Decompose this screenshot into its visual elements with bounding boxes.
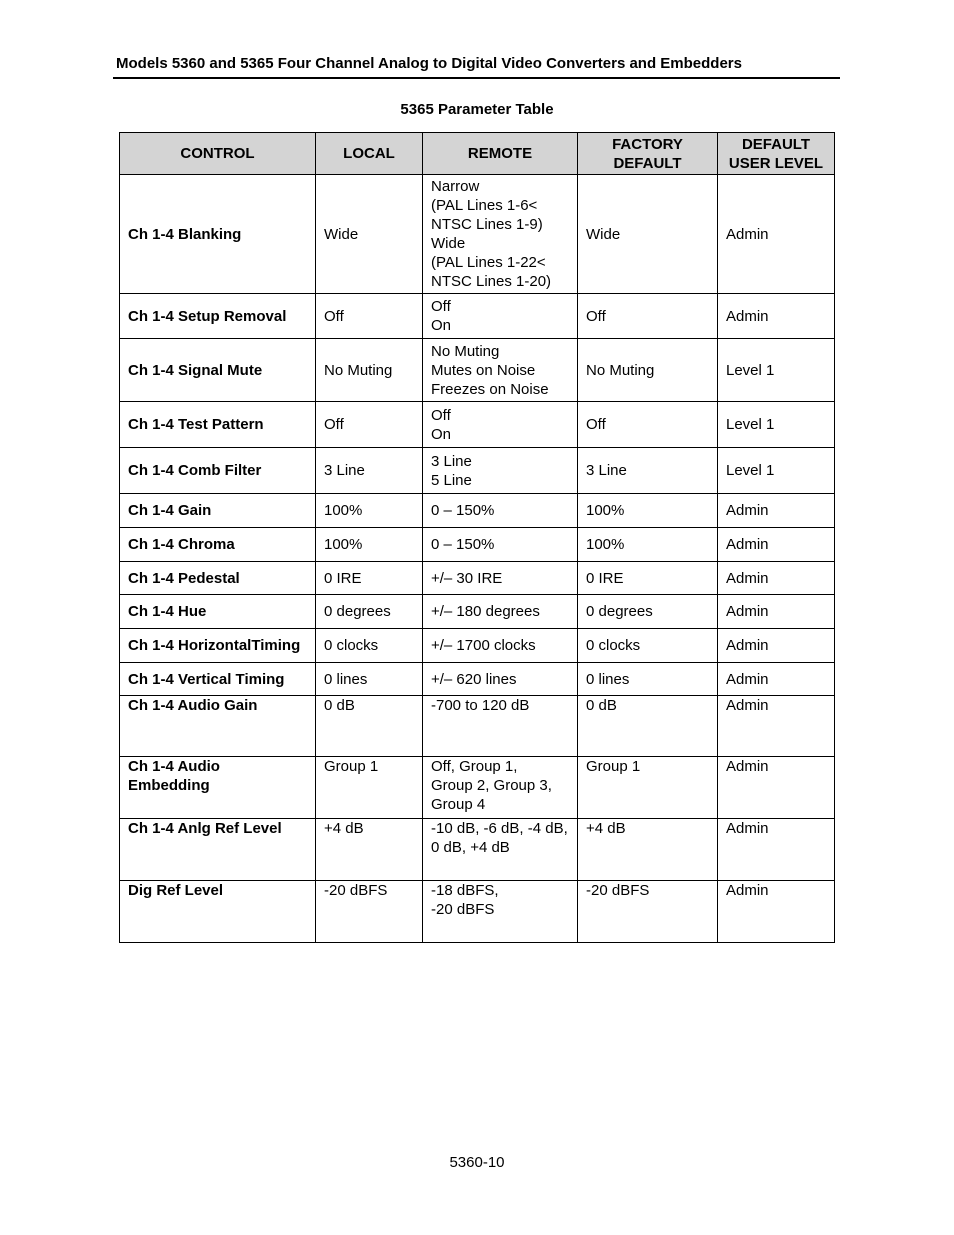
cell-text-line: 0 lines — [586, 670, 630, 688]
table-title: 5365 Parameter Table — [400, 101, 554, 118]
cell-text-line: Ch 1-4 Comb Filter — [128, 462, 262, 479]
column-header-control — [120, 133, 316, 175]
control-cell — [120, 595, 316, 629]
cell-text-line: Admin — [726, 603, 769, 620]
cell-text-line: 3 Line — [586, 462, 627, 479]
local-cell — [316, 595, 423, 629]
header-text-line: LOCAL — [343, 145, 395, 162]
cell-text-line: Ch 1-4 Signal Mute — [128, 361, 263, 379]
remote-cell — [423, 663, 578, 696]
header-text-line: DEFAULT — [613, 154, 682, 172]
cell-text-line: Group 4 — [431, 796, 486, 813]
remote-cell — [423, 175, 578, 294]
cell-text-line: Off — [431, 406, 451, 424]
user-level-cell — [718, 294, 835, 339]
remote-cell — [423, 819, 578, 881]
header-text-line: USER LEVEL — [728, 154, 824, 172]
control-cell — [120, 629, 316, 663]
user-level-cell — [718, 175, 835, 294]
parameter-table — [119, 132, 835, 943]
table-row — [120, 562, 835, 595]
factory-default-cell — [578, 819, 718, 881]
control-cell — [120, 339, 316, 402]
cell-text-line: -20 dBFS — [586, 882, 650, 899]
column-header-local — [316, 133, 423, 175]
cell-text-line: Group 1 — [586, 758, 641, 775]
user-level-cell — [718, 448, 835, 494]
control-cell — [120, 294, 316, 339]
local-cell — [316, 339, 423, 402]
user-level-cell — [718, 562, 835, 595]
table-row — [120, 448, 835, 494]
cell-text-line: Admin — [726, 820, 769, 837]
control-cell — [120, 528, 316, 562]
header-text-line: FACTORY — [612, 135, 683, 153]
cell-text-line: On — [431, 425, 452, 443]
cell-text-line: 0 – 150% — [431, 502, 495, 519]
cell-text-line: Embedding — [128, 777, 210, 794]
cell-text-line: 100% — [324, 536, 363, 553]
cell-text-line: 0 dB — [586, 697, 617, 714]
control-cell — [120, 175, 316, 294]
header-rule — [113, 77, 840, 79]
cell-text-line: NTSC Lines 1-20) — [431, 273, 552, 290]
cell-text-line: Group 2, Group 3, — [431, 777, 552, 794]
local-cell — [316, 819, 423, 881]
table-row — [120, 528, 835, 562]
cell-text-line: Level 1 — [726, 462, 775, 479]
user-level-cell — [718, 528, 835, 562]
cell-text-line: Off — [431, 298, 451, 315]
local-cell — [316, 757, 423, 819]
cell-text-line: Ch 1-4 Hue — [128, 603, 207, 620]
remote-cell — [423, 595, 578, 629]
user-level-cell — [718, 696, 835, 757]
table-row — [120, 175, 835, 294]
table-row — [120, 494, 835, 528]
local-cell — [316, 696, 423, 757]
cell-text-line: 3 Line — [324, 462, 365, 479]
cell-text-line: On — [431, 317, 452, 334]
table-row — [120, 402, 835, 448]
cell-text-line: +/– 180 degrees — [431, 603, 540, 620]
cell-text-line: Off — [324, 416, 344, 433]
control-cell — [120, 448, 316, 494]
cell-text-line: Off — [586, 416, 606, 433]
cell-text-line: No Muting — [586, 361, 655, 379]
factory-default-cell — [578, 339, 718, 402]
cell-text-line: -20 dBFS — [324, 882, 388, 899]
control-cell — [120, 494, 316, 528]
cell-text-line: Admin — [726, 502, 769, 519]
cell-text-line: 3 Line — [431, 452, 472, 470]
cell-text-line: No Muting — [324, 361, 393, 379]
cell-text-line: (PAL Lines 1-22< — [431, 254, 546, 271]
user-level-cell — [718, 339, 835, 402]
cell-text-line: Off, Group 1, — [431, 758, 518, 775]
remote-cell — [423, 881, 578, 943]
cell-text-line: Ch 1-4 Audio — [128, 758, 220, 775]
cell-text-line: Freezes on Noise — [431, 380, 549, 398]
factory-default-cell — [578, 757, 718, 819]
column-header-remote — [423, 133, 578, 175]
factory-default-cell — [578, 595, 718, 629]
control-cell — [120, 663, 316, 696]
factory-default-cell — [578, 528, 718, 562]
cell-text-line: 100% — [586, 502, 625, 519]
factory-default-cell — [578, 175, 718, 294]
cell-text-line: Off — [586, 307, 606, 325]
remote-cell — [423, 629, 578, 663]
cell-text-line: Admin — [726, 670, 769, 688]
control-cell — [120, 819, 316, 881]
factory-default-cell — [578, 294, 718, 339]
table-row — [120, 819, 835, 881]
column-header-default-user-level — [718, 133, 835, 175]
cell-text-line: -700 to 120 dB — [431, 697, 530, 714]
local-cell — [316, 562, 423, 595]
local-cell — [316, 448, 423, 494]
cell-text-line: Wide — [586, 225, 621, 243]
control-cell — [120, 562, 316, 595]
table-header-row — [120, 133, 835, 175]
cell-text-line: Admin — [726, 536, 769, 553]
table-row — [120, 339, 835, 402]
cell-text-line: 100% — [324, 502, 363, 519]
factory-default-cell — [578, 448, 718, 494]
cell-text-line: Wide — [324, 225, 359, 243]
user-level-cell — [718, 819, 835, 881]
cell-text-line: +4 dB — [586, 820, 626, 837]
cell-text-line: +/– 620 lines — [431, 670, 517, 688]
cell-text-line: 0 – 150% — [431, 536, 495, 553]
column-header-factory-default — [578, 133, 718, 175]
header-text-line: DEFAULT — [741, 135, 811, 153]
remote-cell — [423, 402, 578, 448]
local-cell — [316, 881, 423, 943]
cell-text-line: +4 dB — [324, 820, 364, 837]
cell-text-line: Ch 1-4 Setup Removal — [128, 307, 287, 325]
cell-text-line: Level 1 — [726, 416, 775, 433]
cell-text-line: -10 dB, -6 dB, -4 dB, — [431, 820, 568, 837]
control-cell — [120, 881, 316, 943]
remote-cell — [423, 696, 578, 757]
cell-text-line: 0 lines — [324, 670, 368, 688]
local-cell — [316, 175, 423, 294]
cell-text-line: +/– 30 IRE — [431, 569, 503, 587]
table-row — [120, 294, 835, 339]
remote-cell — [423, 294, 578, 339]
user-level-cell — [718, 881, 835, 943]
cell-text-line: 0 IRE — [586, 569, 624, 587]
cell-text-line: No Muting — [431, 342, 500, 360]
factory-default-cell — [578, 562, 718, 595]
cell-text-line: Ch 1-4 HorizontalTiming — [128, 637, 301, 654]
user-level-cell — [718, 663, 835, 696]
cell-text-line: 5 Line — [431, 471, 472, 489]
page-header-title: Models 5360 and 5365 Four Channel Analog to Digital Video Converters and Embedders — [116, 55, 742, 72]
cell-text-line: Mutes on Noise — [431, 361, 536, 379]
user-level-cell — [718, 757, 835, 819]
cell-text-line: 0 dB — [324, 697, 355, 714]
local-cell — [316, 494, 423, 528]
cell-text-line: 100% — [586, 536, 625, 553]
table-row — [120, 696, 835, 757]
control-cell — [120, 696, 316, 757]
cell-text-line: Admin — [726, 569, 769, 587]
cell-text-line: Admin — [726, 697, 769, 714]
cell-text-line: 0 degrees — [324, 603, 391, 620]
factory-default-cell — [578, 881, 718, 943]
cell-text-line: -20 dBFS — [431, 901, 495, 918]
cell-text-line: -18 dBFS, — [431, 882, 499, 899]
table-row — [120, 629, 835, 663]
cell-text-line: Ch 1-4 Test Pattern — [128, 416, 264, 433]
cell-text-line: Level 1 — [726, 361, 775, 379]
header-text-line: CONTROL — [180, 145, 255, 162]
cell-text-line: NTSC Lines 1-9) — [431, 216, 543, 233]
cell-text-line: Ch 1-4 Blanking — [128, 225, 242, 243]
cell-text-line: Ch 1-4 Audio Gain — [128, 697, 258, 714]
cell-text-line: 0 clocks — [324, 637, 379, 654]
table-row — [120, 757, 835, 819]
cell-text-line: Admin — [726, 758, 769, 775]
user-level-cell — [718, 629, 835, 663]
control-cell — [120, 402, 316, 448]
local-cell — [316, 663, 423, 696]
cell-text-line: Ch 1-4 Vertical Timing — [128, 670, 285, 688]
cell-text-line: Off — [324, 307, 344, 325]
cell-text-line: Ch 1-4 Gain — [128, 502, 212, 519]
remote-cell — [423, 494, 578, 528]
cell-text-line: 0 degrees — [586, 603, 653, 620]
factory-default-cell — [578, 663, 718, 696]
page-number: 5360-10 — [449, 1154, 505, 1171]
cell-text-line: Narrow — [431, 178, 480, 195]
user-level-cell — [718, 494, 835, 528]
factory-default-cell — [578, 629, 718, 663]
cell-text-line: +/– 1700 clocks — [431, 637, 536, 654]
cell-text-line: Admin — [726, 307, 769, 325]
header-text-line: REMOTE — [467, 145, 533, 162]
cell-text-line: Group 1 — [324, 758, 379, 775]
cell-text-line: 0 IRE — [324, 569, 362, 587]
local-cell — [316, 402, 423, 448]
cell-text-line: Ch 1-4 Pedestal — [128, 569, 240, 587]
cell-text-line: Admin — [726, 225, 769, 243]
remote-cell — [423, 448, 578, 494]
remote-cell — [423, 339, 578, 402]
cell-text-line: (PAL Lines 1-6< — [431, 197, 538, 214]
local-cell — [316, 294, 423, 339]
cell-text-line: Wide — [431, 235, 466, 252]
user-level-cell — [718, 402, 835, 448]
cell-text-line: Admin — [726, 882, 769, 899]
table-row — [120, 881, 835, 943]
cell-text-line: Ch 1-4 Anlg Ref Level — [128, 820, 282, 837]
local-cell — [316, 629, 423, 663]
table-row — [120, 595, 835, 629]
control-cell — [120, 757, 316, 819]
remote-cell — [423, 757, 578, 819]
remote-cell — [423, 528, 578, 562]
factory-default-cell — [578, 402, 718, 448]
cell-text-line: 0 dB, +4 dB — [431, 839, 510, 856]
user-level-cell — [718, 595, 835, 629]
cell-text-line: Dig Ref Level — [128, 882, 224, 899]
remote-cell — [423, 562, 578, 595]
table-row — [120, 663, 835, 696]
cell-text-line: Admin — [726, 637, 769, 654]
factory-default-cell — [578, 494, 718, 528]
local-cell — [316, 528, 423, 562]
factory-default-cell — [578, 696, 718, 757]
cell-text-line: Ch 1-4 Chroma — [128, 536, 235, 553]
cell-text-line: 0 clocks — [586, 637, 641, 654]
